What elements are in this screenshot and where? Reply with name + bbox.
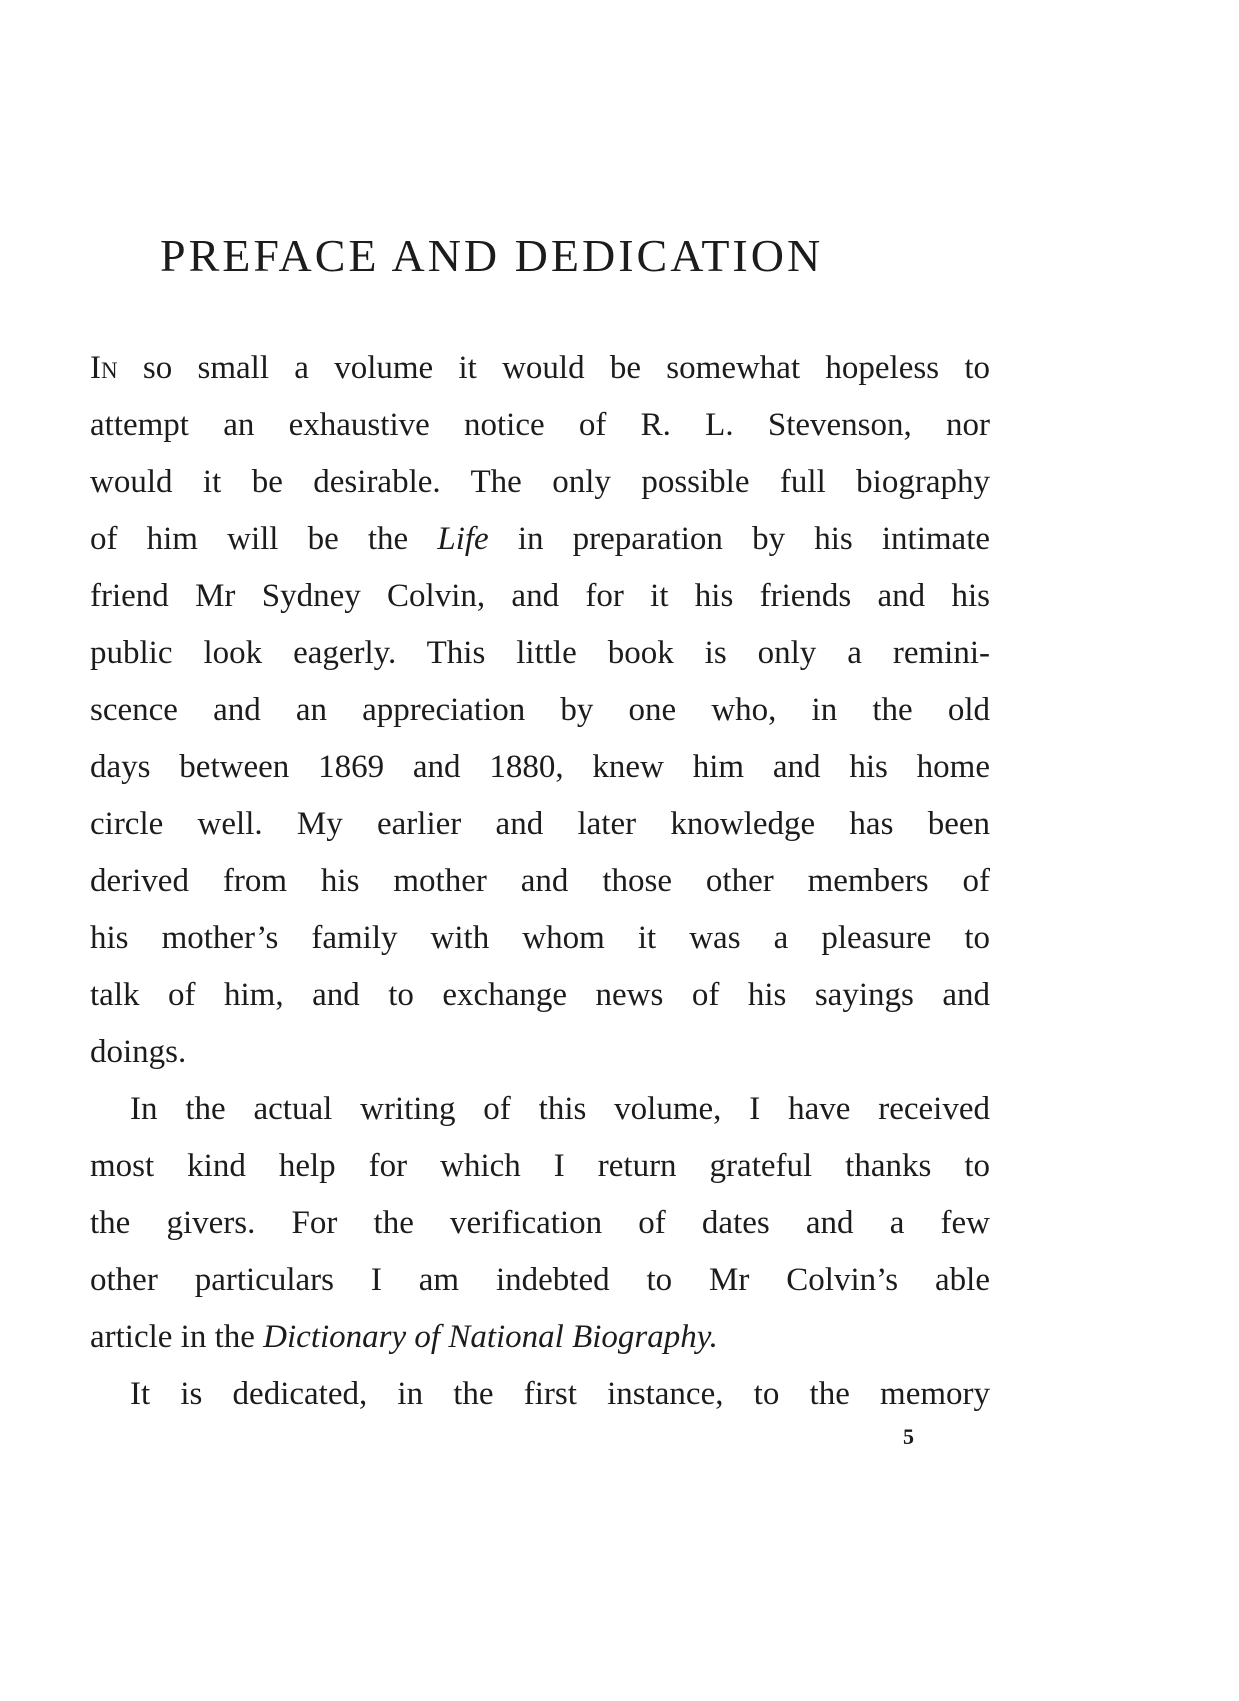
text-line: his mother’s family with whom it was a pleasure to [90, 920, 990, 956]
text-line: attempt an exhaustive notice of R. L. Stevenson, nor [90, 407, 990, 443]
line-text: so small a volume it would be somewhat hopeless to [142, 350, 990, 386]
line-text: of him will be the [90, 521, 409, 557]
text-line: public look eagerly. This little book is only a remini- [90, 635, 990, 671]
text-line [90, 511, 990, 568]
text-line: friend Mr Sydney Colvin, and for it his friends and his [90, 578, 990, 614]
line-text: article in the [90, 1319, 255, 1355]
text-line: talk of him, and to exchange news of his sayings and [90, 977, 990, 1013]
text-line: other particulars I am indebted to Mr Colvin’s able [90, 1262, 990, 1298]
text-line: doings. [90, 1034, 187, 1070]
body-text [90, 340, 990, 1423]
italic-title-dictionary: Dictionary of National Biography. [263, 1319, 718, 1355]
text-line: would it be desirable. The only possible full biography [90, 464, 990, 500]
text-line: derived from his mother and those other members of [90, 863, 990, 899]
text-line: most kind help for which I return grateful thanks to [90, 1148, 990, 1184]
text-line: circle well. My earlier and later knowledge has been [90, 806, 990, 842]
text-line [90, 340, 990, 397]
text-line: scence and an appreciation by one who, in the old [90, 692, 990, 728]
page-number: 5 [903, 1424, 914, 1449]
text-line: days between 1869 and 1880, knew him and his home [90, 749, 990, 785]
chapter-title: PREFACE AND DEDICATION [160, 230, 824, 281]
text-line [90, 1309, 990, 1366]
line-text: in preparation by his intimate [517, 521, 991, 557]
text-line: In the actual writing of this volume, I have received [130, 1091, 990, 1127]
text-line: the givers. For the verification of dates and a few [90, 1205, 990, 1241]
italic-title-life: Life [437, 521, 489, 557]
drop-word: In [90, 350, 118, 386]
text-line: It is dedicated, in the first instance, to the memory [130, 1376, 990, 1412]
